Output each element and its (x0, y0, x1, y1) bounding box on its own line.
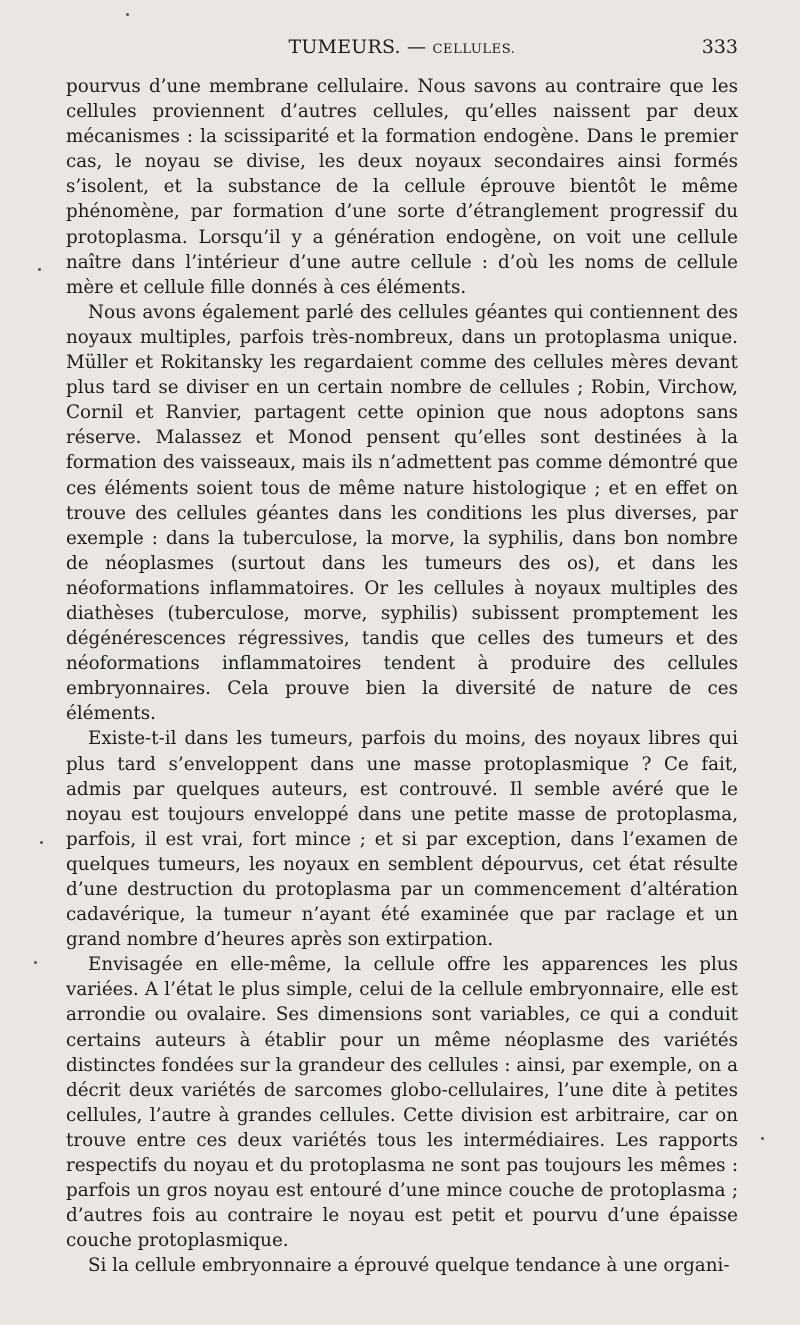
paragraph: Envisagée en elle-même, la cellule offre les apparences les plus variées. A l’état le plus simple, celui de la cellule embryonnaire, elle est arrondie ou ovalaire. Ses dimensions sont variables, ce qui a conduit certains auteurs à établir pour un même néoplasme des variétés distinctes fondées sur la grandeur des cellules : ainsi, par exemple, on a décrit deux variétés de sarcomes globo-cellulaires, l’une dite à petites cellules, l’autre à grandes cellules. Cette division est arbitraire, car on trouve entre ces deux variétés tous les intermédiaires. Les rapports respectifs du noyau et du protoplasma ne sont pas toujours les mêmes : parfois un gros noyau est entouré d’une mince couche de protoplasma ; d’autres fois au contraire le noyau est petit et pourvu d’une épaisse couche protoplasmique. (66, 954, 738, 1252)
running-title-main: TUMEURS. — (288, 36, 433, 58)
paragraph: pourvus d’une membrane cellulaire. Nous savons au contraire que les cellules proviennent d’autres cellules, qu’elles naissent par deux mécanismes : la scissiparité et la formation endogène. Dans le premier cas, le noyau se divise, les deux noyaux secondaires ainsi formés s’isolent, et la substance de la cellule éprouve bientôt le même phénomène, par formation d’une sorte d’étranglement progressif du protoplasma. Lorsqu’il y a génération endogène, on voit une cellule naître dans l’intérieur d’une autre cellule : d’où les noms de cellule mère et cellule fille donnés à ces éléments. (66, 76, 738, 298)
scan-speck (38, 268, 41, 271)
page-header (66, 36, 738, 68)
body-text (66, 74, 738, 1279)
running-title (66, 36, 738, 58)
scan-speck (40, 841, 43, 844)
paragraph: Si la cellule embryonnaire a éprouvé quelque tendance à une organi- (88, 1255, 730, 1277)
scan-speck (34, 961, 37, 964)
page-number: 333 (701, 36, 738, 58)
paragraph: Nous avons également parlé des cellules géantes qui contiennent des noyaux multiples, parfois très-nombreux, dans un protoplasma unique. Müller et Rokitansky les regardaient comme des cellules mères devant plus tard se diviser en un certain nombre de cellules ; Robin, Virchow, Cornil et Ranvier, partagent cette opinion que nous adoptons sans réserve. Malassez et Monod pensent qu’elles sont destinées à la formation des vaisseaux, mais ils n’admettent pas comme démontré que ces éléments soient tous de même nature histologique ; et en effet on trouve des cellules géantes dans les conditions les plus diverses, par exemple : dans la tuberculose, la morve, la syphilis, dans bon nombre de néoplasmes (surtout dans les tumeurs des os), et dans les néoformations inflammatoires. Or les cellules à noyaux multiples des diathèses (tuberculose, morve, syphilis) subissent promptement les dégénérescences régressives, tandis que celles des tumeurs et des néoformations inflammatoires tendent à produire des cellules embryonnaires. Cela prouve bien la diversité de nature de ces éléments. (66, 301, 738, 725)
running-title-subtitle: CELLULES. (432, 42, 516, 57)
scan-speck (761, 1137, 764, 1140)
scan-speck (126, 13, 129, 16)
paragraph: Existe-t-il dans les tumeurs, parfois du moins, des noyaux libres qui plus tard s’enveloppent dans une masse protoplasmique ? Ce fait, admis par quelques auteurs, est controuvé. Il semble avéré que le noyau est toujours enveloppé dans une petite masse de protoplasma, parfois, il est vrai, fort mince ; et si par exception, dans l’examen de quelques tumeurs, les noyaux en semblent dépourvus, cet état résulte d’une destruction du protoplasma par un commencement d’altération cadavérique, la tumeur n’ayant été examinée que par raclage et un grand nombre d’heures après son extirpation. (66, 728, 738, 951)
